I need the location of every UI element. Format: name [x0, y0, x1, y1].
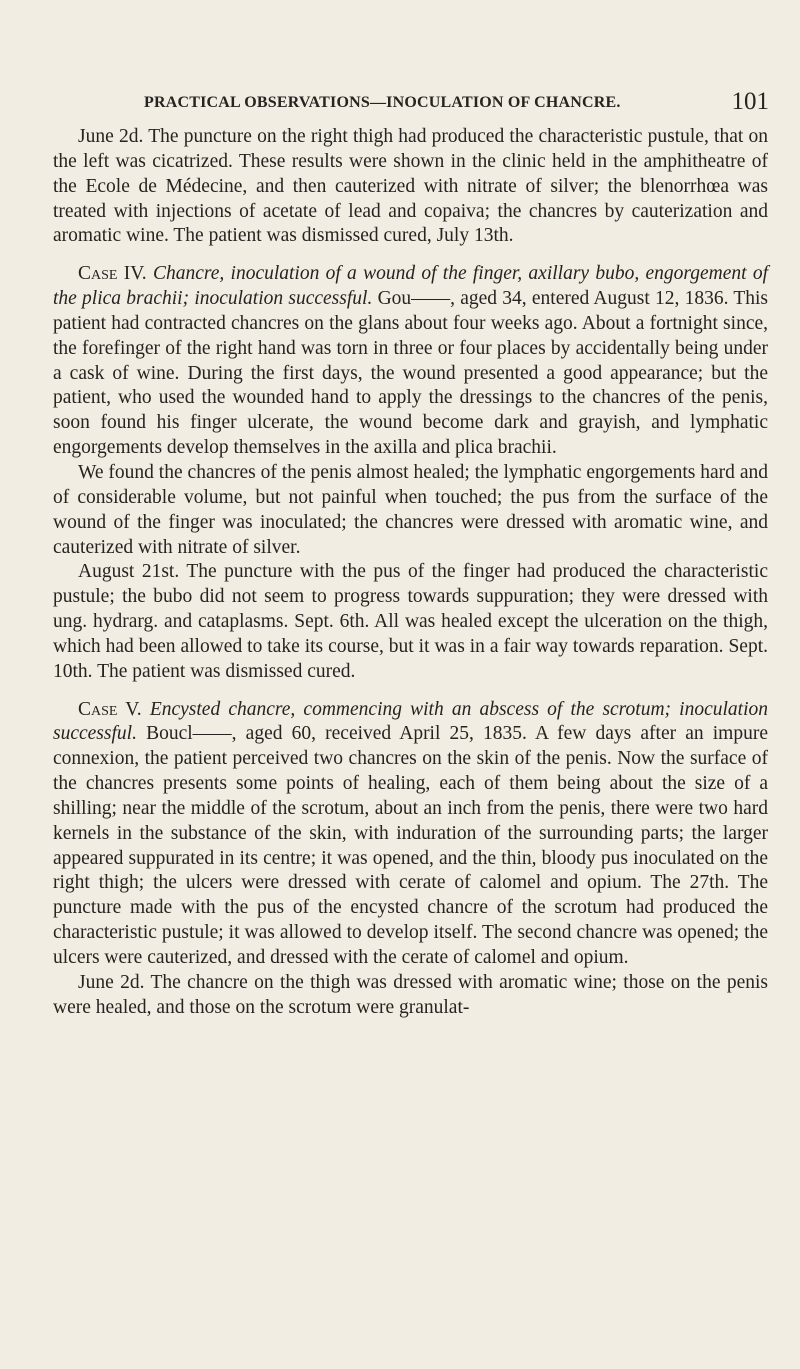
case-paragraph	[53, 262, 768, 461]
case-title: Encysted chancre, commencing with an abscess of the scrotum; inoculation successful.	[53, 698, 769, 745]
running-title: PRACTICAL OBSERVATIONS—INOCULATION OF CHANCRE.	[144, 94, 621, 111]
case-label: Case V.	[78, 698, 142, 720]
page-number: 101	[731, 88, 769, 115]
running-head	[144, 88, 769, 118]
paragraph-text: June 2d. The puncture on the right thigh had produced the characteristic pustule, that on the left was cicatrized. These results were shown in the clinic held in the amphitheatre of the Ecole de Médecine, and then cauterized with nitrate of silver; the blenorrhœa was treated with injections of acetate of lead and copaiva; the chancres by cauterization and aromatic wine. The patient was dismissed cured, July 13th.	[53, 126, 768, 247]
paragraph-text: August 21st. The puncture with the pus of the finger had produced the characteristic pustule; the bubo did not seem to progress towards suppuration; they were dressed with ung. hydrarg. and cataplasms. Sept. 6th. All was healed except the ulceration on the thigh, which had been allowed to take its course, but it was in a fair way towards reparation. Sept. 10th. The patient was dismissed cured.	[53, 561, 768, 682]
page-body	[53, 125, 768, 1021]
paragraph	[53, 971, 768, 1021]
paragraph-text: We found the chancres of the penis almost healed; the lymphatic engorgements hard and of considerable volume, but not painful when touched; the pus from the surface of the wound of the finger was inoculated; the chancres were dressed with aromatic wine, and cauterized with nitrate of silver.	[53, 461, 768, 558]
paragraph	[53, 461, 768, 560]
case-label: Case IV.	[78, 263, 147, 285]
case-paragraph	[53, 698, 768, 971]
paragraph-text: June 2d. The chancre on the thigh was dressed with aromatic wine; those on the penis were healed, and those on the scrotum were granulat-	[53, 971, 768, 1018]
paragraph	[53, 560, 768, 684]
paragraph-text: Gou——, aged 34, entered August 12, 1836. This patient had contracted chancres on the glans about four weeks ago. About a fortnight since, the forefinger of the right hand was torn in three or four places by accidentally being under a cask of wine. During the first days, the wound presented a good appearance; but the patient, who used the wounded hand to apply the dressings to the chancres of the penis, soon found his finger ulcerate, the wound become dark and grayish, and lymphatic engorgements develop themselves in the axilla and plica brachii.	[53, 288, 769, 459]
paragraph-text: Boucl——, aged 60, received April 25, 1835. A few days after an impure connexion, the patient perceived two chancres on the skin of the penis. Now the surface of the chancres presents some points of healing, each of them being about the size of a shilling; near the middle of the scrotum, about an inch from the penis, there were two hard kernels in the substance of the skin, with induration of the surrounding parts; the larger appeared suppurated in its centre; it was opened, and the thin, bloody pus inoculated on the right thigh; the ulcers were dressed with cerate of calomel and opium. The 27th. The puncture made with the pus of the encysted chancre of the scrotum had produced the characteristic pustule; it was allowed to develop itself. The second chancre was opened; the ulcers were cauterized, and dressed with the cerate of calomel and opium.	[53, 723, 769, 968]
paragraph	[53, 125, 768, 249]
case-title: Chancre, inoculation of a wound of the finger, axillary bubo, engorgement of the plica brachii; inoculation successful.	[53, 263, 769, 310]
